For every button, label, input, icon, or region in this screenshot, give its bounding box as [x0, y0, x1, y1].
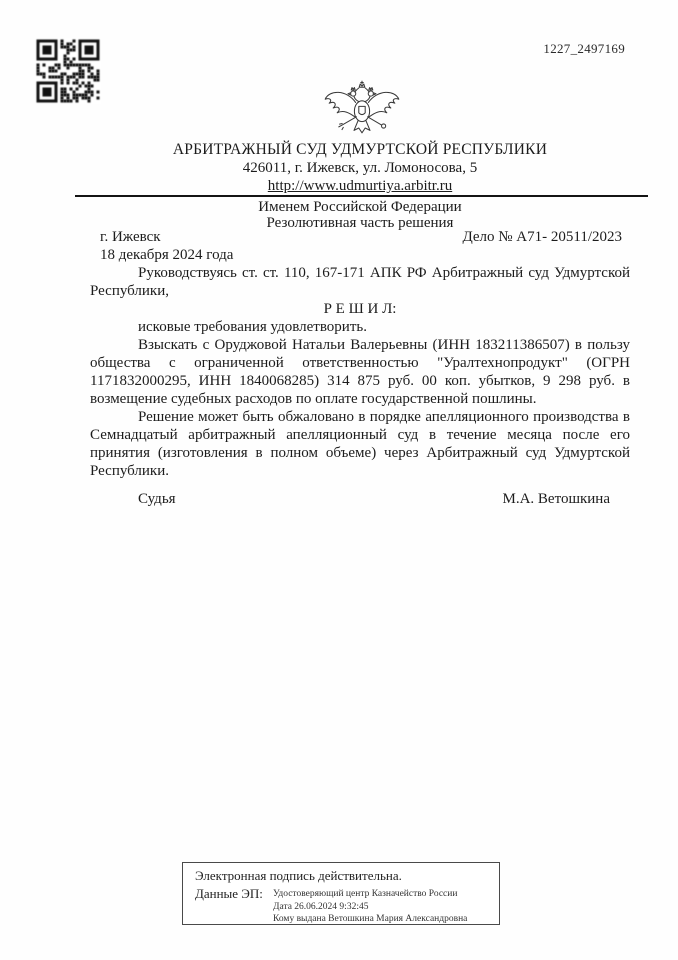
case-city: г. Ижевск	[100, 229, 161, 245]
document-body	[90, 228, 630, 508]
document-subheader	[90, 199, 630, 231]
signature-data-label: Данные ЭП:	[195, 886, 263, 901]
judge-row	[90, 490, 630, 508]
judge-name: М.А. Ветошкина	[502, 491, 610, 507]
signature-details	[273, 886, 467, 926]
document-id: 1227_2497169	[543, 41, 625, 56]
signature-authority: Удостоверяющий центр Казначейство России	[273, 889, 458, 899]
signature-date: Дата 26.06.2024 9:32:45	[273, 901, 369, 912]
signature-issued-to: Кому выдана Ветошкина Мария Александровна	[273, 914, 468, 924]
court-name: АРБИТРАЖНЫЙ СУД УДМУРТСКОЙ РЕСПУБЛИКИ	[172, 141, 548, 158]
body-paragraph: Решение может быть обжаловано в порядке апелляционного производства в Семнадцатый арбитражный апелляционный суд в течение месяца после его принятия (изготовления в полном объеме) через Арбитражный суд Удмуртской Республики.	[90, 409, 630, 479]
header-divider-line	[75, 195, 648, 197]
case-info-row	[90, 228, 630, 246]
body-paragraph: Взыскать с Оруджовой Натальи Валерьевны (ИНН 183211386507) в пользу общества с ограниченной ответственностью "Уралтехнопродукт" (ОГРН 1171832000295, ИНН 1840068285) 314 875 руб. 00 коп. убытков, 9 298 руб. в возмещение судебных расходов по оплате государственной пошлины.	[90, 337, 630, 407]
qr-code-icon	[35, 38, 101, 104]
court-address: 426011, г. Ижевск, ул. Ломоносова, 5	[242, 160, 478, 176]
case-number: Дело № А71- 20511/2023	[462, 229, 622, 245]
judge-label: Судья	[138, 491, 176, 507]
signature-valid-line: Электронная подпись действительна.	[195, 868, 402, 883]
resolved-heading: Р Е Ш И Л:	[323, 301, 397, 317]
signature-data-row	[195, 886, 491, 926]
e-signature-stamp	[182, 862, 500, 925]
doc-type-line: Резолютивная часть решения	[266, 215, 454, 231]
court-website-link: http://www.udmurtiya.arbitr.ru	[267, 178, 453, 194]
case-date: 18 декабря 2024 года	[100, 247, 234, 263]
body-paragraph: исковые требования удовлетворить.	[138, 319, 367, 335]
court-header	[90, 141, 630, 195]
qr-code-canvas	[35, 38, 101, 104]
in-the-name-line: Именем Российской Федерации	[258, 199, 462, 215]
preamble-paragraph: Руководствуясь ст. ст. 110, 167-171 АПК РФ Арбитражный суд Удмуртской Республики,	[90, 265, 630, 299]
russia-coat-of-arms-icon	[322, 79, 402, 137]
